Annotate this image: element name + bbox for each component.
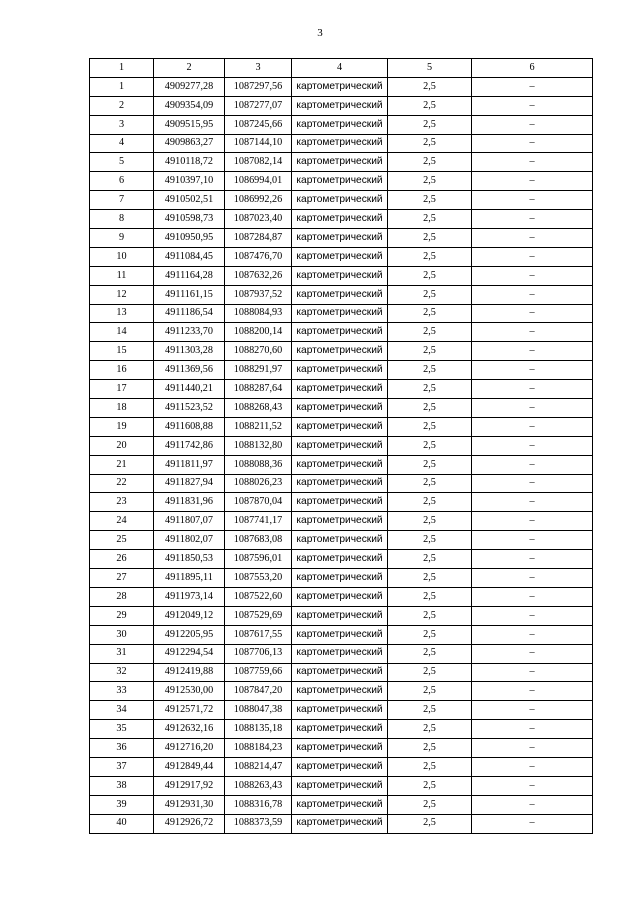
accuracy-cell: 2,5	[388, 172, 472, 191]
page-number: 3	[317, 27, 323, 39]
y-coordinate-cell: 1088026,23	[225, 474, 292, 493]
x-coordinate-cell: 4910502,51	[154, 191, 225, 210]
point-number-cell: 2	[90, 96, 154, 115]
x-coordinate-cell: 4911084,45	[154, 247, 225, 266]
x-coordinate-cell: 4912530,00	[154, 682, 225, 701]
method-cell: картометрический	[292, 720, 388, 739]
point-number-cell: 3	[90, 115, 154, 134]
y-coordinate-cell: 1087082,14	[225, 153, 292, 172]
accuracy-cell: 2,5	[388, 550, 472, 569]
accuracy-cell: 2,5	[388, 644, 472, 663]
method-cell: картометрический	[292, 776, 388, 795]
method-cell: картометрический	[292, 266, 388, 285]
point-number-cell: 39	[90, 795, 154, 814]
method-cell: картометрический	[292, 380, 388, 399]
table-row	[90, 191, 593, 210]
y-coordinate-cell: 1087529,69	[225, 606, 292, 625]
method-cell: картометрический	[292, 304, 388, 323]
method-cell: картометрический	[292, 587, 388, 606]
note-cell: –	[472, 531, 593, 550]
point-number-cell: 23	[90, 493, 154, 512]
note-cell: –	[472, 625, 593, 644]
method-cell: картометрический	[292, 134, 388, 153]
accuracy-cell: 2,5	[388, 569, 472, 588]
y-coordinate-cell: 1088263,43	[225, 776, 292, 795]
x-coordinate-cell: 4912632,16	[154, 720, 225, 739]
x-coordinate-cell: 4911523,52	[154, 399, 225, 418]
note-cell: –	[472, 285, 593, 304]
point-number-cell: 5	[90, 153, 154, 172]
note-cell: –	[472, 776, 593, 795]
table-row	[90, 342, 593, 361]
x-coordinate-cell: 4911303,28	[154, 342, 225, 361]
y-coordinate-cell: 1087245,66	[225, 115, 292, 134]
table-row	[90, 436, 593, 455]
x-coordinate-cell: 4912571,72	[154, 701, 225, 720]
note-cell: –	[472, 380, 593, 399]
note-cell: –	[472, 587, 593, 606]
x-coordinate-cell: 4909515,95	[154, 115, 225, 134]
x-coordinate-cell: 4911827,94	[154, 474, 225, 493]
method-cell: картометрический	[292, 455, 388, 474]
method-cell: картометрический	[292, 191, 388, 210]
point-number-cell: 21	[90, 455, 154, 474]
note-cell: –	[472, 229, 593, 248]
method-cell: картометрический	[292, 569, 388, 588]
method-cell: картометрический	[292, 77, 388, 96]
point-number-cell: 20	[90, 436, 154, 455]
point-number-cell: 30	[90, 625, 154, 644]
note-cell: –	[472, 96, 593, 115]
table-row	[90, 417, 593, 436]
accuracy-cell: 2,5	[388, 720, 472, 739]
table-row	[90, 606, 593, 625]
table-row	[90, 247, 593, 266]
table-row	[90, 569, 593, 588]
y-coordinate-cell: 1087023,40	[225, 210, 292, 229]
y-coordinate-cell: 1088214,47	[225, 757, 292, 776]
y-coordinate-cell: 1087847,20	[225, 682, 292, 701]
x-coordinate-cell: 4909863,27	[154, 134, 225, 153]
table-row	[90, 361, 593, 380]
y-coordinate-cell: 1088270,60	[225, 342, 292, 361]
method-cell: картометрический	[292, 361, 388, 380]
coordinates-table	[89, 58, 593, 834]
x-coordinate-cell: 4911811,97	[154, 455, 225, 474]
table-row	[90, 587, 593, 606]
accuracy-cell: 2,5	[388, 266, 472, 285]
y-coordinate-cell: 1088088,36	[225, 455, 292, 474]
note-cell: –	[472, 757, 593, 776]
x-coordinate-cell: 4911440,21	[154, 380, 225, 399]
table-row	[90, 323, 593, 342]
method-cell: картометрический	[292, 701, 388, 720]
y-coordinate-cell: 1087937,52	[225, 285, 292, 304]
y-coordinate-cell: 1088291,97	[225, 361, 292, 380]
note-cell: –	[472, 569, 593, 588]
note-cell: –	[472, 210, 593, 229]
accuracy-cell: 2,5	[388, 361, 472, 380]
point-number-cell: 32	[90, 663, 154, 682]
header-cell: 4	[292, 59, 388, 78]
x-coordinate-cell: 4912419,88	[154, 663, 225, 682]
table-row	[90, 644, 593, 663]
y-coordinate-cell: 1087596,01	[225, 550, 292, 569]
point-number-cell: 35	[90, 720, 154, 739]
table-row	[90, 210, 593, 229]
point-number-cell: 33	[90, 682, 154, 701]
accuracy-cell: 2,5	[388, 77, 472, 96]
y-coordinate-cell: 1087277,07	[225, 96, 292, 115]
x-coordinate-cell: 4912049,12	[154, 606, 225, 625]
method-cell: картометрический	[292, 96, 388, 115]
table-row	[90, 474, 593, 493]
method-cell: картометрический	[292, 814, 388, 833]
note-cell: –	[472, 417, 593, 436]
method-cell: картометрический	[292, 399, 388, 418]
accuracy-cell: 2,5	[388, 115, 472, 134]
point-number-cell: 38	[90, 776, 154, 795]
table-row	[90, 455, 593, 474]
accuracy-cell: 2,5	[388, 323, 472, 342]
point-number-cell: 36	[90, 739, 154, 758]
x-coordinate-cell: 4910397,10	[154, 172, 225, 191]
accuracy-cell: 2,5	[388, 512, 472, 531]
x-coordinate-cell: 4912926,72	[154, 814, 225, 833]
method-cell: картометрический	[292, 493, 388, 512]
method-cell: картометрический	[292, 550, 388, 569]
accuracy-cell: 2,5	[388, 682, 472, 701]
y-coordinate-cell: 1087297,56	[225, 77, 292, 96]
point-number-cell: 13	[90, 304, 154, 323]
point-number-cell: 8	[90, 210, 154, 229]
y-coordinate-cell: 1087476,70	[225, 247, 292, 266]
table-row	[90, 757, 593, 776]
accuracy-cell: 2,5	[388, 531, 472, 550]
table-row	[90, 531, 593, 550]
point-number-cell: 14	[90, 323, 154, 342]
method-cell: картометрический	[292, 323, 388, 342]
header-cell: 6	[472, 59, 593, 78]
method-cell: картометрический	[292, 342, 388, 361]
point-number-cell: 28	[90, 587, 154, 606]
table-row	[90, 380, 593, 399]
table-header-row	[90, 59, 593, 78]
x-coordinate-cell: 4911742,86	[154, 436, 225, 455]
table-row	[90, 512, 593, 531]
y-coordinate-cell: 1088132,80	[225, 436, 292, 455]
method-cell: картометрический	[292, 229, 388, 248]
accuracy-cell: 2,5	[388, 493, 472, 512]
x-coordinate-cell: 4911807,07	[154, 512, 225, 531]
y-coordinate-cell: 1087522,60	[225, 587, 292, 606]
y-coordinate-cell: 1087632,26	[225, 266, 292, 285]
point-number-cell: 6	[90, 172, 154, 191]
point-number-cell: 17	[90, 380, 154, 399]
header-cell: 5	[388, 59, 472, 78]
x-coordinate-cell: 4909277,28	[154, 77, 225, 96]
note-cell: –	[472, 153, 593, 172]
point-number-cell: 9	[90, 229, 154, 248]
method-cell: картометрический	[292, 172, 388, 191]
method-cell: картометрический	[292, 795, 388, 814]
y-coordinate-cell: 1088135,18	[225, 720, 292, 739]
x-coordinate-cell: 4911164,28	[154, 266, 225, 285]
table-row	[90, 795, 593, 814]
point-number-cell: 26	[90, 550, 154, 569]
accuracy-cell: 2,5	[388, 304, 472, 323]
note-cell: –	[472, 814, 593, 833]
accuracy-cell: 2,5	[388, 399, 472, 418]
table-row	[90, 701, 593, 720]
method-cell: картометрический	[292, 682, 388, 701]
note-cell: –	[472, 720, 593, 739]
method-cell: картометрический	[292, 531, 388, 550]
point-number-cell: 31	[90, 644, 154, 663]
note-cell: –	[472, 361, 593, 380]
method-cell: картометрический	[292, 247, 388, 266]
note-cell: –	[472, 115, 593, 134]
y-coordinate-cell: 1087870,04	[225, 493, 292, 512]
y-coordinate-cell: 1088316,78	[225, 795, 292, 814]
table-row	[90, 663, 593, 682]
x-coordinate-cell: 4912917,92	[154, 776, 225, 795]
method-cell: картометрический	[292, 153, 388, 172]
y-coordinate-cell: 1088084,93	[225, 304, 292, 323]
y-coordinate-cell: 1087617,55	[225, 625, 292, 644]
header-cell: 1	[90, 59, 154, 78]
accuracy-cell: 2,5	[388, 96, 472, 115]
accuracy-cell: 2,5	[388, 776, 472, 795]
x-coordinate-cell: 4912849,44	[154, 757, 225, 776]
method-cell: картометрический	[292, 644, 388, 663]
accuracy-cell: 2,5	[388, 285, 472, 304]
y-coordinate-cell: 1088373,59	[225, 814, 292, 833]
note-cell: –	[472, 172, 593, 191]
table-row	[90, 399, 593, 418]
note-cell: –	[472, 512, 593, 531]
x-coordinate-cell: 4909354,09	[154, 96, 225, 115]
point-number-cell: 25	[90, 531, 154, 550]
point-number-cell: 4	[90, 134, 154, 153]
note-cell: –	[472, 342, 593, 361]
method-cell: картометрический	[292, 417, 388, 436]
accuracy-cell: 2,5	[388, 795, 472, 814]
accuracy-cell: 2,5	[388, 606, 472, 625]
y-coordinate-cell: 1087759,66	[225, 663, 292, 682]
accuracy-cell: 2,5	[388, 625, 472, 644]
method-cell: картометрический	[292, 474, 388, 493]
note-cell: –	[472, 134, 593, 153]
y-coordinate-cell: 1086994,01	[225, 172, 292, 191]
table-row	[90, 493, 593, 512]
table-row	[90, 814, 593, 833]
accuracy-cell: 2,5	[388, 380, 472, 399]
table-row	[90, 77, 593, 96]
point-number-cell: 29	[90, 606, 154, 625]
x-coordinate-cell: 4912716,20	[154, 739, 225, 758]
x-coordinate-cell: 4911973,14	[154, 587, 225, 606]
y-coordinate-cell: 1088268,43	[225, 399, 292, 418]
accuracy-cell: 2,5	[388, 134, 472, 153]
point-number-cell: 40	[90, 814, 154, 833]
point-number-cell: 22	[90, 474, 154, 493]
header-cell: 3	[225, 59, 292, 78]
point-number-cell: 16	[90, 361, 154, 380]
accuracy-cell: 2,5	[388, 701, 472, 720]
point-number-cell: 15	[90, 342, 154, 361]
table-row	[90, 550, 593, 569]
table-row	[90, 776, 593, 795]
accuracy-cell: 2,5	[388, 474, 472, 493]
accuracy-cell: 2,5	[388, 342, 472, 361]
y-coordinate-cell: 1088200,14	[225, 323, 292, 342]
table-row	[90, 625, 593, 644]
y-coordinate-cell: 1087144,10	[225, 134, 292, 153]
note-cell: –	[472, 739, 593, 758]
note-cell: –	[472, 701, 593, 720]
x-coordinate-cell: 4911831,96	[154, 493, 225, 512]
x-coordinate-cell: 4912931,30	[154, 795, 225, 814]
x-coordinate-cell: 4911802,07	[154, 531, 225, 550]
x-coordinate-cell: 4911233,70	[154, 323, 225, 342]
note-cell: –	[472, 795, 593, 814]
accuracy-cell: 2,5	[388, 587, 472, 606]
header-cell: 2	[154, 59, 225, 78]
method-cell: картометрический	[292, 739, 388, 758]
note-cell: –	[472, 77, 593, 96]
y-coordinate-cell: 1088047,38	[225, 701, 292, 720]
point-number-cell: 34	[90, 701, 154, 720]
table-row	[90, 96, 593, 115]
method-cell: картометрический	[292, 285, 388, 304]
accuracy-cell: 2,5	[388, 757, 472, 776]
y-coordinate-cell: 1087741,17	[225, 512, 292, 531]
note-cell: –	[472, 606, 593, 625]
accuracy-cell: 2,5	[388, 814, 472, 833]
table-row	[90, 720, 593, 739]
note-cell: –	[472, 682, 593, 701]
point-number-cell: 11	[90, 266, 154, 285]
table-row	[90, 153, 593, 172]
accuracy-cell: 2,5	[388, 455, 472, 474]
method-cell: картометрический	[292, 625, 388, 644]
accuracy-cell: 2,5	[388, 739, 472, 758]
table-row	[90, 682, 593, 701]
y-coordinate-cell: 1087706,13	[225, 644, 292, 663]
x-coordinate-cell: 4911161,15	[154, 285, 225, 304]
note-cell: –	[472, 663, 593, 682]
accuracy-cell: 2,5	[388, 247, 472, 266]
x-coordinate-cell: 4910118,72	[154, 153, 225, 172]
y-coordinate-cell: 1088184,23	[225, 739, 292, 758]
method-cell: картометрический	[292, 512, 388, 531]
accuracy-cell: 2,5	[388, 191, 472, 210]
accuracy-cell: 2,5	[388, 436, 472, 455]
accuracy-cell: 2,5	[388, 153, 472, 172]
note-cell: –	[472, 493, 593, 512]
y-coordinate-cell: 1087683,08	[225, 531, 292, 550]
note-cell: –	[472, 323, 593, 342]
point-number-cell: 1	[90, 77, 154, 96]
method-cell: картометрический	[292, 663, 388, 682]
table-row	[90, 115, 593, 134]
point-number-cell: 12	[90, 285, 154, 304]
method-cell: картометрический	[292, 757, 388, 776]
table-row	[90, 134, 593, 153]
method-cell: картометрический	[292, 436, 388, 455]
y-coordinate-cell: 1087553,20	[225, 569, 292, 588]
x-coordinate-cell: 4912205,95	[154, 625, 225, 644]
accuracy-cell: 2,5	[388, 229, 472, 248]
table-row	[90, 229, 593, 248]
table-row	[90, 304, 593, 323]
note-cell: –	[472, 474, 593, 493]
note-cell: –	[472, 266, 593, 285]
y-coordinate-cell: 1088211,52	[225, 417, 292, 436]
note-cell: –	[472, 399, 593, 418]
table-row	[90, 172, 593, 191]
point-number-cell: 37	[90, 757, 154, 776]
table-row	[90, 739, 593, 758]
x-coordinate-cell: 4912294,54	[154, 644, 225, 663]
x-coordinate-cell: 4910598,73	[154, 210, 225, 229]
note-cell: –	[472, 247, 593, 266]
accuracy-cell: 2,5	[388, 210, 472, 229]
x-coordinate-cell: 4911608,88	[154, 417, 225, 436]
note-cell: –	[472, 455, 593, 474]
point-number-cell: 24	[90, 512, 154, 531]
method-cell: картометрический	[292, 606, 388, 625]
method-cell: картометрический	[292, 210, 388, 229]
point-number-cell: 7	[90, 191, 154, 210]
x-coordinate-cell: 4911369,56	[154, 361, 225, 380]
point-number-cell: 18	[90, 399, 154, 418]
accuracy-cell: 2,5	[388, 417, 472, 436]
x-coordinate-cell: 4911895,11	[154, 569, 225, 588]
note-cell: –	[472, 304, 593, 323]
y-coordinate-cell: 1086992,26	[225, 191, 292, 210]
table-row	[90, 285, 593, 304]
y-coordinate-cell: 1087284,87	[225, 229, 292, 248]
method-cell: картометрический	[292, 115, 388, 134]
table-row	[90, 266, 593, 285]
note-cell: –	[472, 550, 593, 569]
point-number-cell: 10	[90, 247, 154, 266]
x-coordinate-cell: 4910950,95	[154, 229, 225, 248]
point-number-cell: 19	[90, 417, 154, 436]
accuracy-cell: 2,5	[388, 663, 472, 682]
y-coordinate-cell: 1088287,64	[225, 380, 292, 399]
x-coordinate-cell: 4911186,54	[154, 304, 225, 323]
point-number-cell: 27	[90, 569, 154, 588]
x-coordinate-cell: 4911850,53	[154, 550, 225, 569]
note-cell: –	[472, 644, 593, 663]
note-cell: –	[472, 191, 593, 210]
note-cell: –	[472, 436, 593, 455]
